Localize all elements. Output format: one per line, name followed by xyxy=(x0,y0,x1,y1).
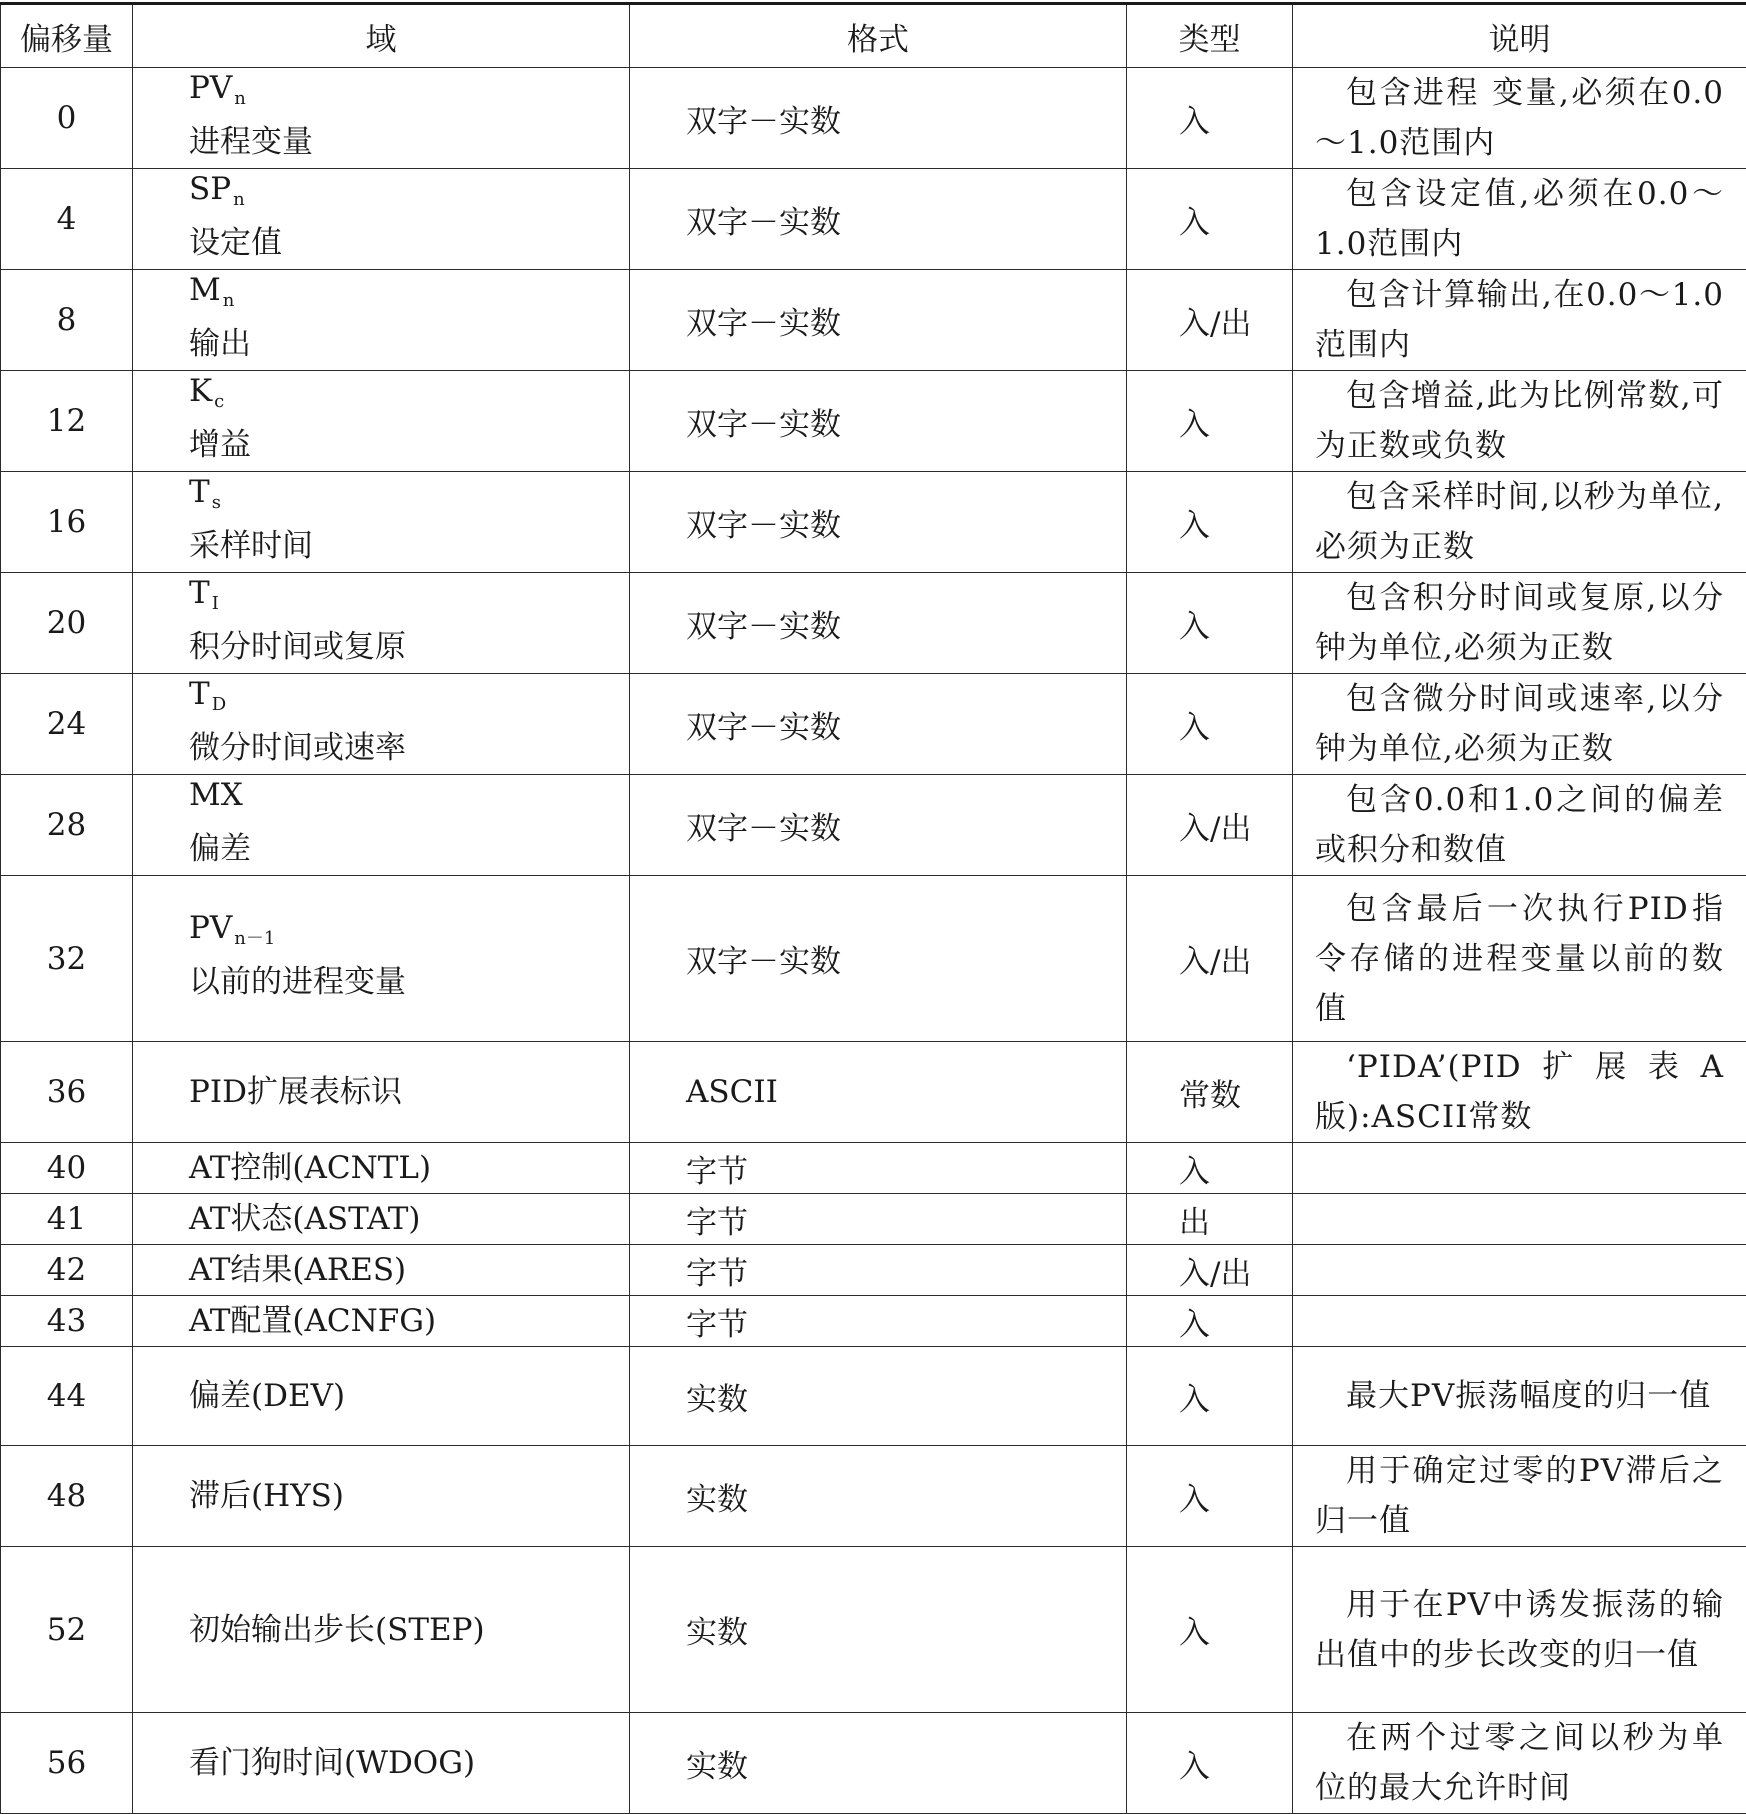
header-type: 类型 xyxy=(1127,4,1293,68)
field-cell xyxy=(133,68,630,169)
description-cell: 用于确定过零的PV滞后之归一值 xyxy=(1293,1446,1746,1547)
description-cell xyxy=(1293,1194,1746,1245)
field-cell: 偏差(DEV) xyxy=(133,1347,630,1446)
offset-cell: 36 xyxy=(1,1042,133,1143)
offset-cell: 43 xyxy=(1,1296,133,1347)
type-cell: 入/出 xyxy=(1127,1245,1293,1296)
type-cell: 入 xyxy=(1127,1296,1293,1347)
format-cell: 双字－实数 xyxy=(630,573,1127,674)
type-cell: 入 xyxy=(1127,1143,1293,1194)
table-row xyxy=(1,1713,1746,1814)
format-cell: 双字－实数 xyxy=(630,270,1127,371)
description-cell: 包含设定值,必须在0.0～1.0范围内 xyxy=(1293,169,1746,270)
description-cell: 包含进程 变量,必须在0.0～1.0范围内 xyxy=(1293,68,1746,169)
type-cell: 出 xyxy=(1127,1194,1293,1245)
field-symbol: T $_I$ xyxy=(189,575,629,622)
format-cell: 双字－实数 xyxy=(630,169,1127,270)
table-row xyxy=(1,1245,1746,1296)
format-cell: 双字－实数 xyxy=(630,674,1127,775)
table-row xyxy=(1,573,1746,674)
table-row xyxy=(1,270,1746,371)
description-cell: 包含微分时间或速率,以分钟为单位,必须为正数 xyxy=(1293,674,1746,775)
field-cell: AT结果(ARES) xyxy=(133,1245,630,1296)
field-symbol: MX xyxy=(189,777,629,824)
table-row xyxy=(1,876,1746,1042)
format-cell: ASCII xyxy=(630,1042,1127,1143)
description-cell: 在两个过零之间以秒为单位的最大允许时间 xyxy=(1293,1713,1746,1814)
description-cell xyxy=(1293,1296,1746,1347)
format-cell: 字节 xyxy=(630,1245,1127,1296)
description-cell: 包含0.0和1.0之间的偏差或积分和数值 xyxy=(1293,775,1746,876)
format-cell: 字节 xyxy=(630,1143,1127,1194)
format-cell: 双字－实数 xyxy=(630,472,1127,573)
type-cell: 入 xyxy=(1127,169,1293,270)
field-symbol: T $_D$ xyxy=(189,676,629,723)
table-row xyxy=(1,1143,1746,1194)
type-cell: 入/出 xyxy=(1127,876,1293,1042)
type-cell: 入 xyxy=(1127,68,1293,169)
format-cell: 实数 xyxy=(630,1446,1127,1547)
field-symbol: T $_s$ xyxy=(189,474,629,521)
table-row xyxy=(1,674,1746,775)
field-cell xyxy=(133,472,630,573)
field-cell: 看门狗时间(WDOG) xyxy=(133,1713,630,1814)
field-cell xyxy=(133,270,630,371)
format-cell: 双字－实数 xyxy=(630,775,1127,876)
offset-cell: 28 xyxy=(1,775,133,876)
format-cell: 实数 xyxy=(630,1547,1127,1713)
field-symbol: K $_c$ xyxy=(189,373,629,420)
description-cell: 最大PV振荡幅度的归一值 xyxy=(1293,1347,1746,1446)
field-cell: 滞后(HYS) xyxy=(133,1446,630,1547)
field-cell: AT配置(ACNFG) xyxy=(133,1296,630,1347)
offset-cell: 0 xyxy=(1,68,133,169)
field-name: 采样时间 xyxy=(189,521,629,571)
description-cell xyxy=(1293,1245,1746,1296)
format-cell: 双字－实数 xyxy=(630,68,1127,169)
field-symbol: M $_n$ xyxy=(189,272,629,319)
field-symbol: PV $_{n-1}$ xyxy=(189,910,629,957)
description-cell: 用于在PV中诱发振荡的输出值中的步长改变的归一值 xyxy=(1293,1547,1746,1713)
description-cell: 包含计算输出,在0.0～1.0范围内 xyxy=(1293,270,1746,371)
field-name: 输出 xyxy=(189,319,629,369)
type-cell: 入 xyxy=(1127,1446,1293,1547)
table-row xyxy=(1,775,1746,876)
offset-cell: 40 xyxy=(1,1143,133,1194)
field-name: 以前的进程变量 xyxy=(189,957,629,1007)
field-cell xyxy=(133,775,630,876)
format-cell: 字节 xyxy=(630,1194,1127,1245)
offset-cell: 24 xyxy=(1,674,133,775)
offset-cell: 42 xyxy=(1,1245,133,1296)
field-symbol: PV $_n$ xyxy=(189,70,629,117)
type-cell: 常数 xyxy=(1127,1042,1293,1143)
field-cell xyxy=(133,169,630,270)
field-name: 微分时间或速率 xyxy=(189,723,629,773)
description-cell: 包含增益,此为比例常数,可为正数或负数 xyxy=(1293,371,1746,472)
description-cell: 包含采样时间,以秒为单位,必须为正数 xyxy=(1293,472,1746,573)
field-symbol: SP $_n$ xyxy=(189,171,629,218)
offset-cell: 12 xyxy=(1,371,133,472)
table-row xyxy=(1,1446,1746,1547)
type-cell: 入 xyxy=(1127,1347,1293,1446)
type-cell: 入 xyxy=(1127,371,1293,472)
description-cell: 包含最后一次执行PID指令存储的进程变量以前的数值 xyxy=(1293,876,1746,1042)
field-cell: AT状态(ASTAT) xyxy=(133,1194,630,1245)
format-cell: 双字－实数 xyxy=(630,371,1127,472)
table-row xyxy=(1,472,1746,573)
table-row xyxy=(1,1194,1746,1245)
offset-cell: 32 xyxy=(1,876,133,1042)
offset-cell: 56 xyxy=(1,1713,133,1814)
type-cell: 入 xyxy=(1127,674,1293,775)
field-cell: 初始输出步长(STEP) xyxy=(133,1547,630,1713)
field-cell: AT控制(ACNTL) xyxy=(133,1143,630,1194)
type-cell: 入/出 xyxy=(1127,270,1293,371)
description-cell: 包含积分时间或复原,以分钟为单位,必须为正数 xyxy=(1293,573,1746,674)
field-cell xyxy=(133,876,630,1042)
header-offset: 偏移量 xyxy=(1,4,133,68)
table-header-row xyxy=(1,4,1746,68)
field-cell xyxy=(133,674,630,775)
field-cell xyxy=(133,573,630,674)
pid-loop-table xyxy=(0,2,1746,1814)
description-cell xyxy=(1293,1143,1746,1194)
field-cell: PID扩展表标识 xyxy=(133,1042,630,1143)
offset-cell: 20 xyxy=(1,573,133,674)
table-row xyxy=(1,68,1746,169)
offset-cell: 16 xyxy=(1,472,133,573)
field-name: 进程变量 xyxy=(189,117,629,167)
format-cell: 字节 xyxy=(630,1296,1127,1347)
type-cell: 入/出 xyxy=(1127,775,1293,876)
type-cell: 入 xyxy=(1127,472,1293,573)
field-name: 增益 xyxy=(189,420,629,470)
header-description: 说明 xyxy=(1293,4,1746,68)
type-cell: 入 xyxy=(1127,1713,1293,1814)
field-cell xyxy=(133,371,630,472)
header-format: 格式 xyxy=(630,4,1127,68)
table-row xyxy=(1,371,1746,472)
offset-cell: 41 xyxy=(1,1194,133,1245)
format-cell: 双字－实数 xyxy=(630,876,1127,1042)
table-row xyxy=(1,1296,1746,1347)
offset-cell: 8 xyxy=(1,270,133,371)
offset-cell: 44 xyxy=(1,1347,133,1446)
field-name: 积分时间或复原 xyxy=(189,622,629,672)
table-row xyxy=(1,169,1746,270)
field-name: 偏差 xyxy=(189,824,629,874)
type-cell: 入 xyxy=(1127,1547,1293,1713)
header-field: 域 xyxy=(133,4,630,68)
format-cell: 实数 xyxy=(630,1347,1127,1446)
offset-cell: 48 xyxy=(1,1446,133,1547)
description-cell: ‘PIDA’(PID扩展表A版):ASCII常数 xyxy=(1293,1042,1746,1143)
table-row xyxy=(1,1547,1746,1713)
offset-cell: 52 xyxy=(1,1547,133,1713)
table-row xyxy=(1,1347,1746,1446)
table-row xyxy=(1,1042,1746,1143)
type-cell: 入 xyxy=(1127,573,1293,674)
offset-cell: 4 xyxy=(1,169,133,270)
format-cell: 实数 xyxy=(630,1713,1127,1814)
field-name: 设定值 xyxy=(189,218,629,268)
